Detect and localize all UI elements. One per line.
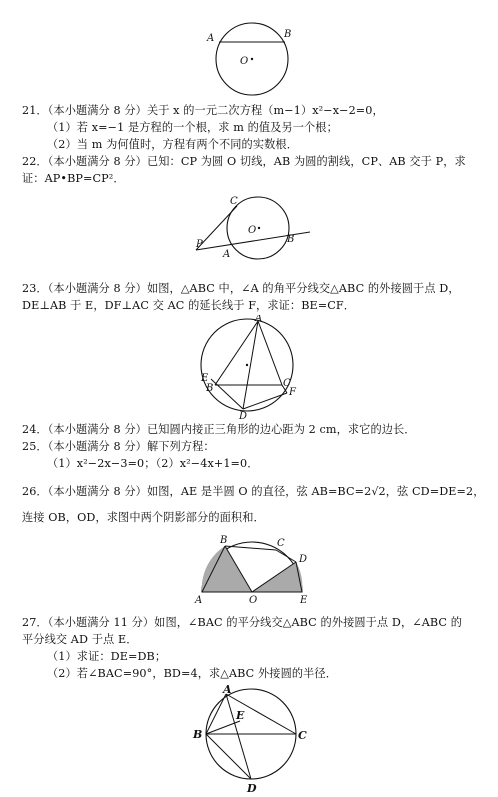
label-b: B <box>287 234 295 245</box>
q24-stem: 24．（本小题满分 8 分）已知圆内接正三角形的边心距为 2 cm，求它的边长． <box>22 423 416 436</box>
q26-stem-cont: 连接 OB，OD，求图中两个阴影部分的面积和． <box>22 511 265 524</box>
label-p: P <box>196 239 203 250</box>
q21-part2: （2）当 m 为何值时，方程有两个不同的实数根． <box>47 138 298 151</box>
figure-circumcircle-bisector <box>190 683 315 795</box>
label-a: A <box>223 683 232 696</box>
label-c: C <box>230 196 238 207</box>
label-a: A <box>255 315 263 324</box>
q27-part2: （2）若∠BAC=90°，BD=4，求△ABC 外接圆的半径． <box>47 667 338 680</box>
q21-stem: 21．（本小题满分 8 分）关于 x 的一元二次方程（m−1）x²−x−2=0， <box>22 104 384 117</box>
label-b: B <box>220 535 228 546</box>
q23-stem: 23．（本小题满分 8 分）如图，△ABC 中，∠A 的角平分线交△ABC 的外接圆于点 D， <box>22 282 460 295</box>
figure-inscribed-triangle <box>195 315 305 420</box>
label-f: F <box>289 387 296 398</box>
label-c: C <box>283 378 291 389</box>
label-b: B <box>284 29 292 40</box>
q25-stem: 25．（本小题满分 8 分）解下列方程： <box>22 440 215 453</box>
label-o: O <box>249 595 258 606</box>
q23-stem-cont: DE⊥AB 于 E，DF⊥AC 交 AC 的延长线于 F，求证：BE=CF． <box>22 299 356 312</box>
figure-semicircle-shaded <box>190 532 315 607</box>
q22-stem: 22．（本小题满分 8 分）已知：CP 为圆 O 切线，AB 为圆的割线，CP、AB 交于 P，求 <box>22 155 466 168</box>
label-e: E <box>201 373 209 384</box>
label-a: A <box>207 33 215 44</box>
label-c: C <box>277 538 285 549</box>
label-b: B <box>206 383 214 394</box>
label-d: D <box>247 782 257 795</box>
figure-circle-chord <box>200 20 310 100</box>
label-o: O <box>248 225 257 236</box>
figure-tangent-secant <box>190 190 315 265</box>
label-o: O <box>240 56 249 67</box>
q27-stem-cont: 平分线交 AD 于点 E． <box>22 633 138 646</box>
label-d: D <box>299 554 308 565</box>
label-c: C <box>298 729 307 742</box>
label-e: E <box>236 709 245 722</box>
label-a: A <box>223 249 231 260</box>
label-a: A <box>195 595 203 606</box>
q22-stem-cont: 证：AP•BP=CP²． <box>22 172 125 185</box>
q25-equations: （1）x²−2x−3=0；（2）x²−4x+1=0． <box>47 457 259 470</box>
q26-stem: 26．（本小题满分 8 分）如图，AE 是半圆 O 的直径，弦 AB=BC=2√2，弦 CD=DE=2， <box>22 485 485 498</box>
label-e: E <box>300 595 308 606</box>
q27-stem: 27．（本小题满分 11 分）如图，∠BAC 的平分线交△ABC 的外接圆于点 D，∠ABC 的 <box>22 616 463 629</box>
label-b: B <box>193 728 203 741</box>
q21-part1: （1）若 x=−1 是方程的一个根，求 m 的值及另一个根； <box>47 121 338 134</box>
q27-part1: （1）求证：DE=DB； <box>47 650 167 663</box>
label-d: D <box>239 411 248 420</box>
